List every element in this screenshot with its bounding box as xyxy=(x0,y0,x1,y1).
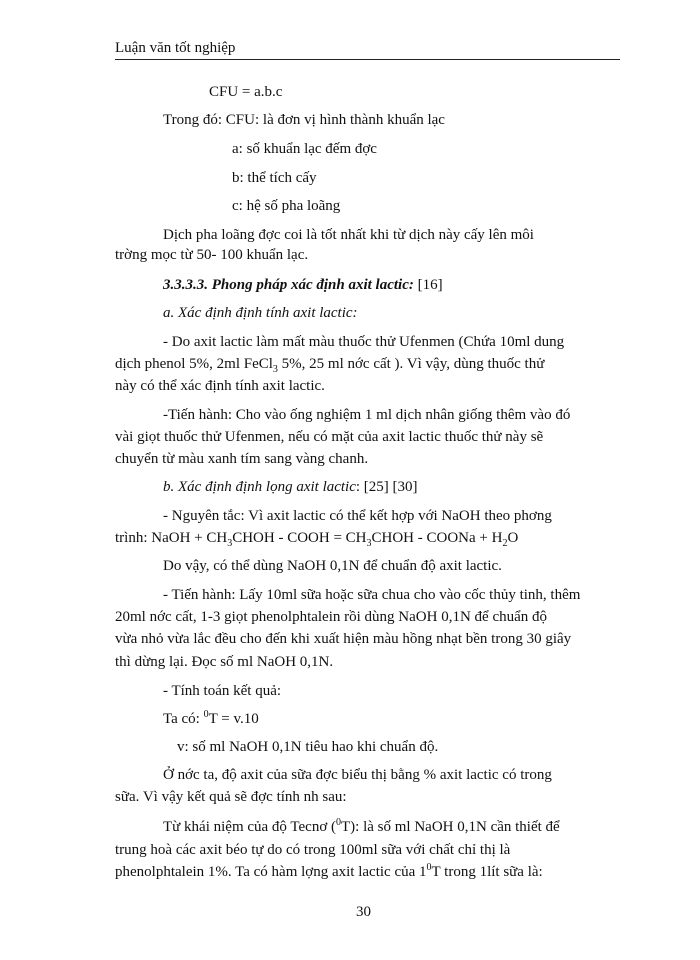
titration-paragraph-line: 20ml nớc cất, 1-3 giọt phenolphtalein rồi dùng NaOH 0,1N để chuẩn độ xyxy=(115,609,548,625)
reaction-equation xyxy=(115,529,518,547)
variable-c-definition: c: hệ số pha loãng xyxy=(232,198,341,214)
subsection-b-heading xyxy=(163,478,418,496)
page-header-title: Luận văn tốt nghiệp xyxy=(115,40,236,56)
qualitative-paragraph-line: - Do axit lactic làm mất màu thuốc thử Ufenmen (Chứa 10ml dung xyxy=(163,334,565,350)
cfu-formula: CFU = a.b.c xyxy=(209,84,283,100)
text-run: trình: NaOH + CH xyxy=(115,530,228,546)
text-run: CHOH - COOH = CH xyxy=(232,530,367,546)
text-run: T = v.10 xyxy=(208,711,259,727)
superscript: 0 xyxy=(426,862,432,873)
dilution-paragraph-line: trờng mọc từ 50- 100 khuẩn lạc. xyxy=(115,247,309,263)
cfu-definition: Trong đó: CFU: là đơn vị hình thành khuẩn lạc xyxy=(163,112,445,128)
titration-paragraph-line: vừa nhỏ vừa lắc đều cho đến khi xuất hiện màu hồng nhạt bền trong 30 giây xyxy=(115,631,572,647)
page-number: 30 xyxy=(356,904,371,920)
text-run: dịch phenol 5%, 2ml FeCl xyxy=(115,356,273,372)
text-run: T trong 1lít sữa là: xyxy=(431,864,543,880)
tecno-paragraph-line: trung hoà các axit béo tự do có trong 100ml sữa với chất chỉ thị là xyxy=(115,842,511,858)
superscript: 0 xyxy=(336,817,342,828)
subscript: 3 xyxy=(227,538,233,549)
titration-paragraph-line: thì dừng lại. Đọc số ml NaOH 0,1N. xyxy=(115,654,334,670)
acidity-paragraph-line: Ở nớc ta, độ axit của sữa đợc biểu thị bằng % axit lactic có trong xyxy=(163,767,552,783)
variable-v-definition: v: số ml NaOH 0,1N tiêu hao khi chuẩn độ. xyxy=(177,739,439,755)
superscript: 0 xyxy=(203,709,209,720)
section-heading-title: 3.3.3.3. Phong pháp xác định axit lactic: xyxy=(163,277,414,293)
qualitative-paragraph-line: này có thể xác định tính axit lactic. xyxy=(115,378,325,394)
text-run: 5%, 25 ml nớc cất ). Vì vậy, dùng thuốc thử xyxy=(277,356,545,372)
text-run: T): là số ml NaOH 0,1N cần thiết để xyxy=(341,819,560,835)
variable-a-definition: a: số khuẩn lạc đếm đợc xyxy=(232,141,377,157)
subsection-a-heading: a. Xác định định tính axit lactic: xyxy=(163,305,358,321)
procedure-paragraph-line: vài giọt thuốc thử Ufenmen, nếu có mặt của axit lactic thuốc thử này sẽ xyxy=(115,429,544,445)
subsection-b-references: : [25] [30] xyxy=(355,479,418,495)
qualitative-paragraph-line xyxy=(115,355,544,373)
principle-paragraph-line: - Nguyên tắc: Vì axit lactic có thể kết hợp với NaOH theo phơng xyxy=(163,508,552,524)
tecno-paragraph-line xyxy=(115,863,543,881)
text-run: phenolphtalein 1%. Ta có hàm lợng axit lactic của 1 xyxy=(115,864,427,880)
formula-t xyxy=(163,710,259,728)
text-run: O xyxy=(507,530,519,546)
calculation-heading: - Tính toán kết quả: xyxy=(163,683,282,699)
subscript: 2 xyxy=(502,538,508,549)
titration-paragraph-line: - Tiến hành: Lấy 10ml sữa hoặc sữa chua cho vào cốc thủy tinh, thêm xyxy=(163,587,581,603)
section-reference: [16] xyxy=(417,277,443,293)
acidity-paragraph-line: sữa. Vì vậy kết quả sẽ đợc tính nh sau: xyxy=(115,789,347,805)
text-run: CHOH - COONa + H xyxy=(371,530,503,546)
procedure-paragraph-line: -Tiến hành: Cho vào ống nghiệm 1 ml dịch nhân giống thêm vào đó xyxy=(163,407,571,423)
variable-b-definition: b: thể tích cấy xyxy=(232,170,317,186)
tecno-paragraph-line xyxy=(163,818,560,836)
subsection-b-title: b. Xác định định lọng axit lactic xyxy=(163,479,356,495)
subscript: 3 xyxy=(272,364,278,375)
procedure-paragraph-line: chuyển từ màu xanh tím sang vàng chanh. xyxy=(115,451,369,467)
text-run: Ta có: xyxy=(163,711,204,727)
dilution-paragraph-line: Dịch pha loãng đợc coi là tốt nhất khi từ dịch này cấy lên môi xyxy=(163,227,534,243)
conclusion-line: Do vậy, có thể dùng NaOH 0,1N để chuẩn độ axit lactic. xyxy=(163,558,502,574)
header-divider xyxy=(115,59,620,60)
subscript: 3 xyxy=(366,538,372,549)
section-heading xyxy=(163,276,443,294)
text-run: Từ khái niệm của độ Tecnơ ( xyxy=(163,819,337,835)
